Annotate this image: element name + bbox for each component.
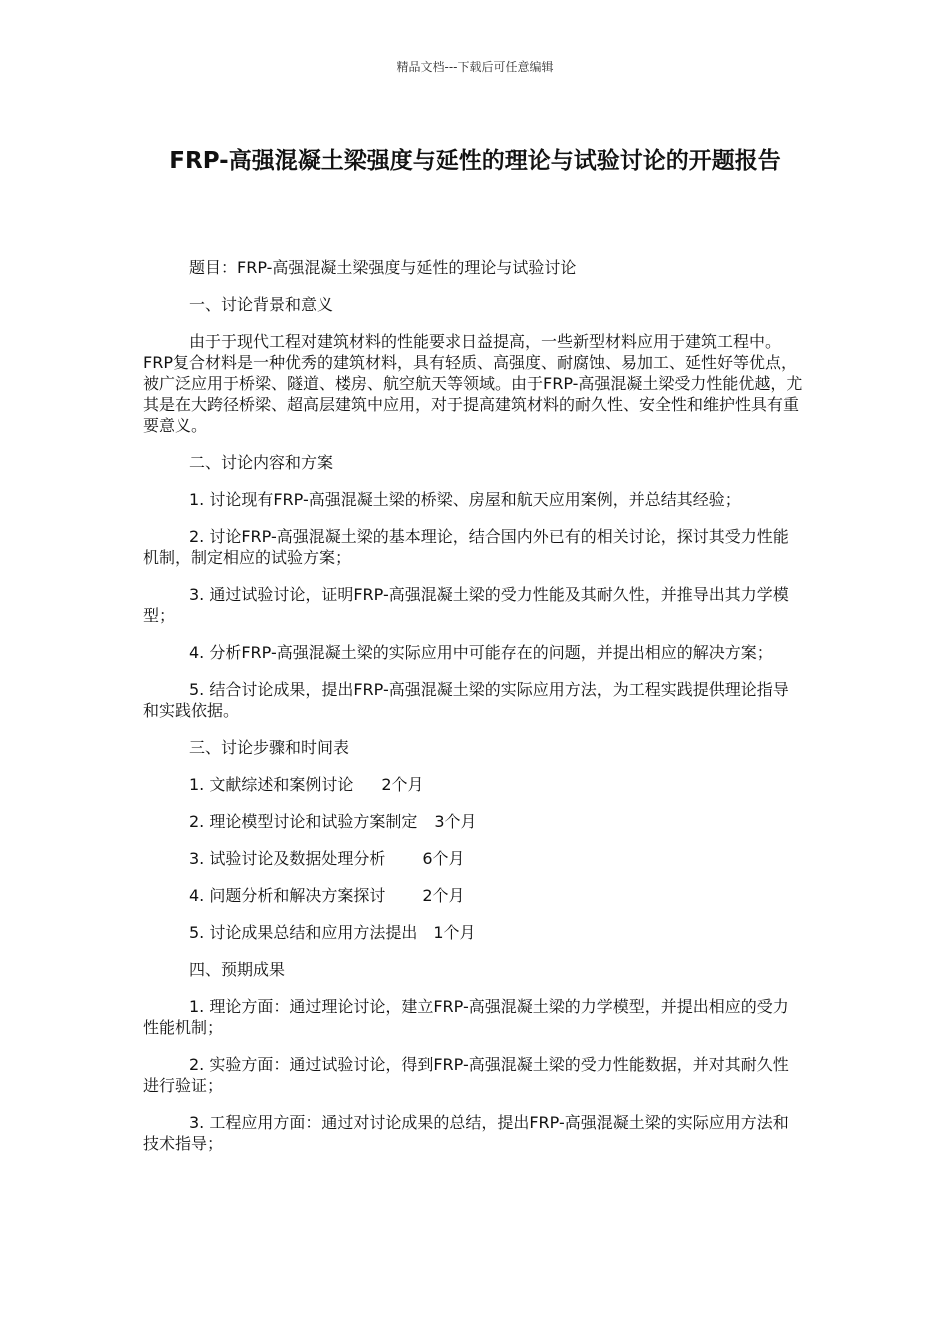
schedule-task: 4. 问题分析和解决方案探讨	[189, 886, 386, 905]
section-heading-schedule: 三、讨论步骤和时间表	[189, 738, 350, 757]
schedule-duration: 2个月	[422, 886, 465, 905]
schedule-duration: 6个月	[422, 849, 465, 868]
section-heading-outcomes: 四、预期成果	[189, 960, 286, 979]
schedule-step	[143, 922, 803, 943]
content-item: 4. 分析FRP-高强混凝土梁的实际应用中可能存在的问题，并提出相应的解决方案；	[189, 643, 773, 662]
content-item: 3. 通过试验讨论，证明FRP-高强混凝土梁的受力性能及其耐久性，并推导出其力学模型；	[143, 585, 789, 625]
outcome-item: 1. 理论方面：通过理论讨论，建立FRP-高强混凝土梁的力学模型，并提出相应的受力性能机制；	[143, 997, 789, 1037]
content-item: 2. 讨论FRP-高强混凝土梁的基本理论，结合国内外已有的相关讨论，探讨其受力性能机制，制定相应的试验方案；	[143, 527, 789, 567]
schedule-duration: 3个月	[434, 812, 477, 831]
outcome-item: 3. 工程应用方面：通过对讨论成果的总结，提出FRP-高强混凝土梁的实际应用方法和技术指导；	[143, 1113, 789, 1153]
document-title: FRP-高强混凝土梁强度与延性的理论与试验讨论的开题报告	[169, 148, 781, 174]
page-header: 精品文档---下载后可任意编辑	[396, 60, 554, 74]
schedule-task: 2. 理论模型讨论和试验方案制定	[189, 812, 418, 831]
schedule-step	[143, 811, 803, 832]
topic-line: 题目：FRP-高强混凝土梁强度与延性的理论与试验讨论	[189, 258, 577, 277]
content-item: 5. 结合讨论成果，提出FRP-高强混凝土梁的实际应用方法，为工程实践提供理论指导和实践依据。	[143, 680, 789, 720]
schedule-task: 5. 讨论成果总结和应用方法提出	[189, 923, 418, 942]
outcome-item: 2. 实验方面：通过试验讨论，得到FRP-高强混凝土梁的受力性能数据，并对其耐久性进行验证；	[143, 1055, 789, 1095]
section-heading-content: 二、讨论内容和方案	[189, 453, 334, 472]
schedule-step	[143, 885, 803, 906]
schedule-task: 1. 文献综述和案例讨论	[189, 775, 354, 794]
schedule-duration: 1个月	[433, 923, 476, 942]
schedule-step	[143, 848, 803, 869]
background-paragraph: 由于于现代工程对建筑材料的性能要求日益提高，一些新型材料应用于建筑工程中。FRP复合材料是一种优秀的建筑材料，具有轻质、高强度、耐腐蚀、易加工、延性好等优点，被广泛应用于桥梁、隧道、楼房、航空航天等领域。由于FRP-高强混凝土梁受力性能优越，尤其是在大跨径桥梁、超高层建筑中应用，对于提高建筑材料的耐久性、安全性和维护性具有重要意义。	[143, 332, 803, 435]
schedule-duration: 2个月	[381, 775, 424, 794]
schedule-step	[143, 774, 803, 795]
section-heading-background: 一、讨论背景和意义	[189, 295, 334, 314]
document-body	[143, 257, 803, 1170]
schedule-task: 3. 试验讨论及数据处理分析	[189, 849, 386, 868]
content-item: 1. 讨论现有FRP-高强混凝土梁的桥梁、房屋和航天应用案例，并总结其经验；	[189, 490, 741, 509]
